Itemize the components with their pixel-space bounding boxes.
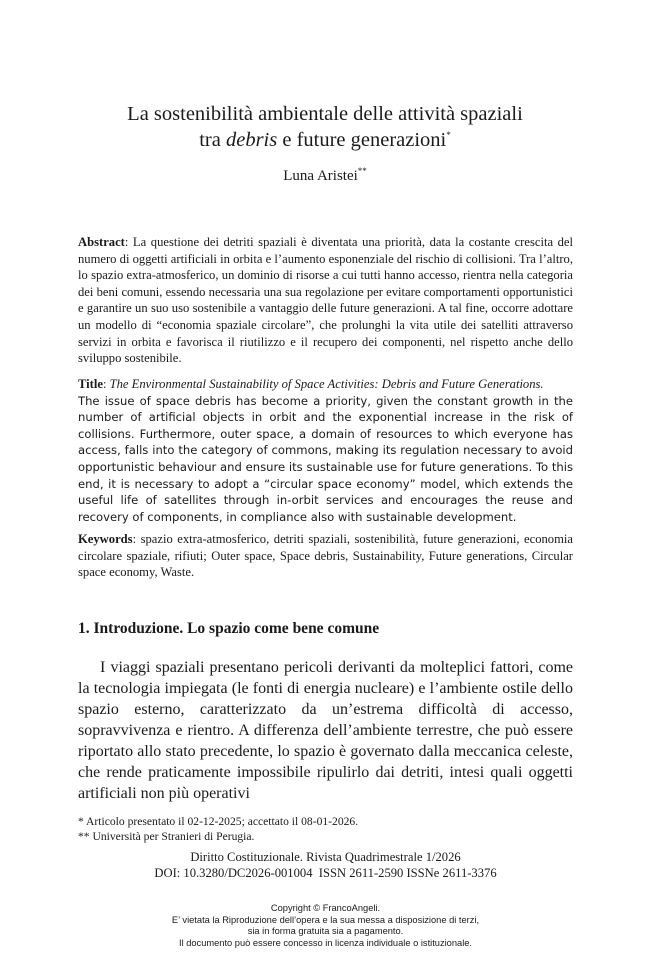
journal-doi[interactable]: DOI: 10.3280/DC2026-001004 ISSN 2611-2590 ISSNe 2611-3376 — [154, 865, 497, 880]
intro-paragraph: I viaggi spaziali presentano pericoli derivanti da molteplici fattori, come la tecnologia impiegata (le fonti di energia nucleare) e l’ambiente ostile dello spazio esterno, caratterizzato da un’estrema difficoltà di accesso, sopravvivenza e rientro. A differenza dell’ambiente terrestre, che può essere riportato allo stato precedente, lo spazio è governato dalla meccanica celeste, che rende praticamente impossibile ripulirlo dai detriti, intesi quali oggetti artificiali non più operativi — [78, 659, 573, 802]
abstract-paragraph — [78, 234, 573, 367]
title-prefix: tra — [199, 129, 226, 151]
footnote-2 — [78, 830, 573, 845]
title-line-2 — [70, 127, 580, 153]
keywords-paragraph — [78, 531, 573, 581]
footnote-1-text: Articolo presentato il 02-12-2025; accettato il 08-01-2026. — [83, 815, 359, 828]
author-text: Luna Aristei — [283, 168, 358, 184]
copyright-notice — [78, 903, 573, 949]
journal-info — [78, 850, 573, 881]
author-name — [70, 168, 580, 185]
footnote-1-mark: * — [78, 815, 84, 828]
copyright-line-2: E’ vietata la Riproduzione dell’opera e la sua messa a disposizione di terzi, — [171, 914, 480, 925]
footnotes — [78, 815, 573, 844]
keywords-label: Keywords — [78, 532, 133, 546]
article-title — [70, 101, 580, 153]
title-footnote-mark[interactable]: * — [446, 130, 451, 141]
journal-name: Diritto Costituzionale. Rivista Quadrimestrale 1/2026 — [190, 850, 461, 864]
section-heading: 1. Introduzione. Lo spazio come bene comune — [78, 620, 380, 637]
english-title: The Environmental Sustainability of Space Activities: Debris and Future Generations. — [109, 377, 544, 391]
abstract-text: : La questione dei detriti spaziali è diventata una priorità, data la costante crescita del numero di oggetti artificiali in orbita e l’aumento esponenziale del rischio di collisioni. Tra l’altro, lo spazio extra-atmosferico, un dominio di risorse a cui tutti hanno accesso, rientra nella categoria dei beni comuni, essendo necessaria una sua regolazione per evitare comportamenti opportunistici e garantire un suo uso sostenibile a vantaggio delle future generazioni. A tal fine, occorre adottare un modello di “economia spaziale circolare”, che prolunghi la vita utile dei satelliti attraverso servizi in orbita e favorisca il riutilizzo e il recupero dei componenti, nel rispetto anche dello sviluppo sostenibile. — [78, 235, 573, 366]
footnote-1 — [78, 815, 573, 830]
title-line-1: La sostenibilità ambientale delle attività spaziali — [127, 103, 523, 125]
english-abstract: Title: The Environmental Sustainability of Space Activities: Debris and Future Generations. The issue of space debris has become a priority, given the constant growth in the number of artificial objects in orbit and the exponential increase in the risk of collisions. Furthermore, outer space, a domain of resources to which everyone has access, falls into the category of commons, making its regulation necessary to avoid opportunistic behaviour and ensure its sustainable use for future generations. To this end, it is necessary to adopt a “circular space economy” model, which extends the useful life of satellites through in-orbit services and encourages the reuse and recovery of components, in compliance also with sustainable development. — [78, 377, 573, 524]
copyright-line-4: Il documento può essere concesso in licenza individuale o istituzionale. — [178, 937, 473, 948]
copyright-line-1: Copyright © FrancoAngeli. — [270, 903, 381, 913]
title-suffix: e future generazioni — [277, 129, 447, 151]
author-footnote-mark[interactable]: ** — [357, 166, 367, 176]
english-abstract-text: The issue of space debris has become a priority, given the constant growth in the number of artificial objects in orbit and the exponential increase in the risk of collisions. Furthermore, outer space, a domain of resources to which everyone has access, falls into the category of commons, making its regulation necessary to avoid opportunistic behaviour and ensure its sustainable use for future generations. To this end, it is necessary to adopt a “circular space economy” model, which extends the useful life of satellites through in-orbit services and encourages the reuse and recovery of components, in compliance also with sustainable development. — [78, 393, 573, 524]
footnote-2-mark: ** — [78, 829, 90, 843]
abstract-label: Abstract — [78, 235, 125, 249]
keywords-text: : spazio extra-atmosferico, detriti spaziali, sostenibilità, future generazioni, economia circolare spaziale, rifiuti; Outer space, Space debris, Sustainability, Future generations, Circular space economy, Waste. — [78, 532, 573, 580]
english-title-label: Title — [78, 377, 103, 391]
copyright-line-3: sia in forma gratuita sia a pagamento. — [247, 926, 404, 936]
title-italic-word: debris — [225, 129, 278, 151]
footnote-2-text: Università per Stranieri di Perugia. — [89, 829, 255, 843]
